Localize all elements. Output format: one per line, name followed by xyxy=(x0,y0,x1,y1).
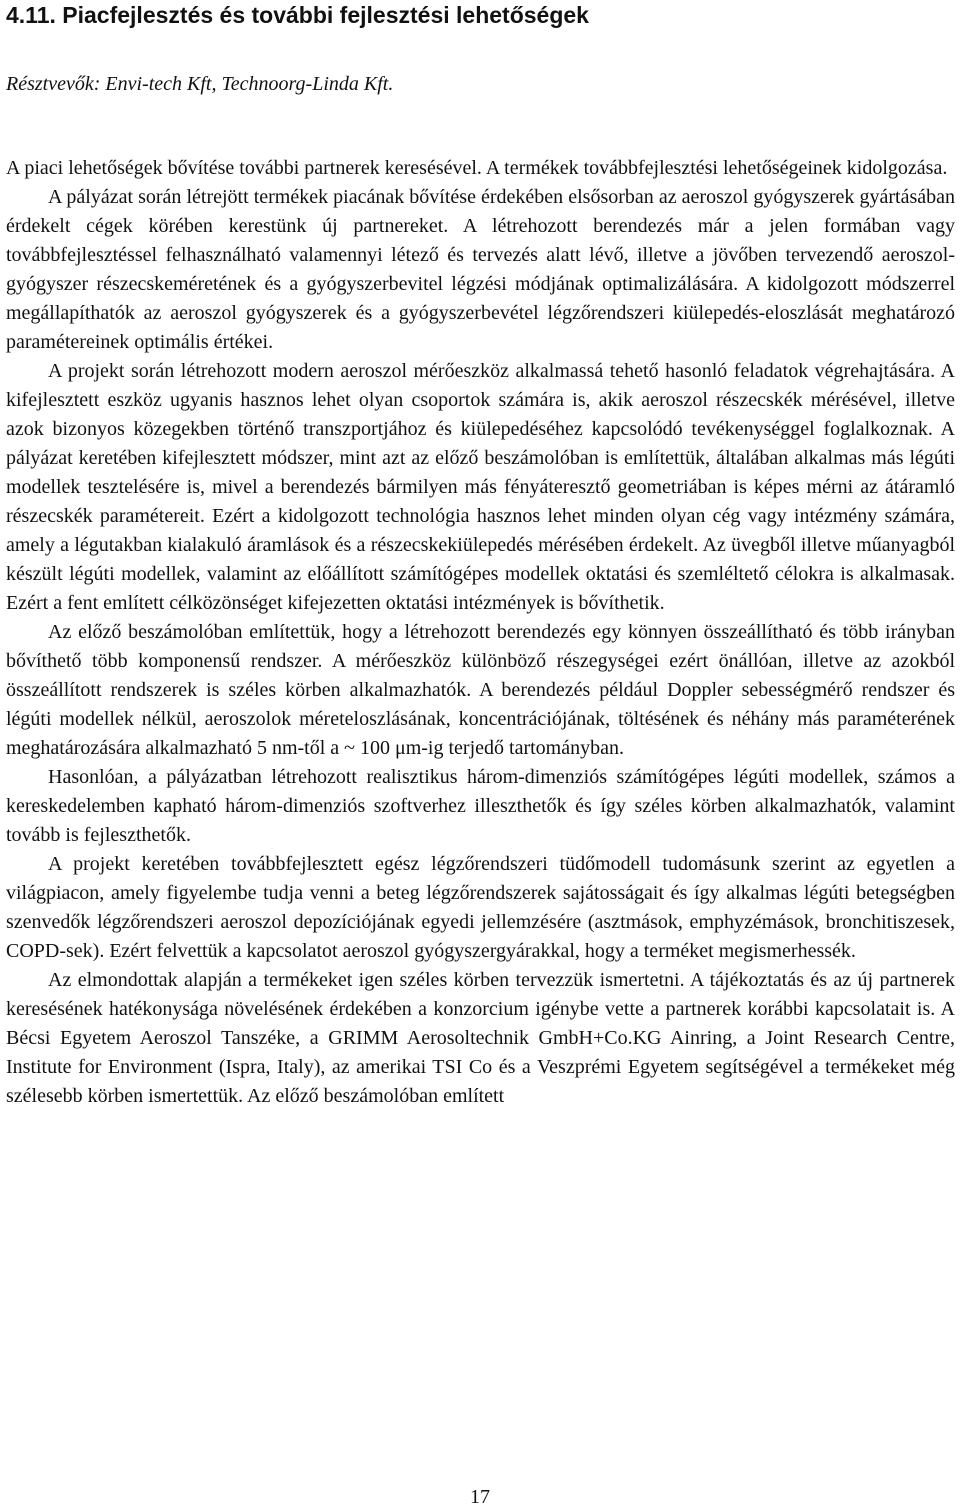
participants-line: Résztvevők: Envi-tech Kft, Technoorg-Linda Kft. xyxy=(6,73,394,95)
paragraph: A projekt keretében továbbfejlesztett egész légzőrendszeri tüdőmodell tudomásunk szerint az egyetlen a világpiacon, amely figyelembe tudja venni a beteg légzőrendszerek sajátosságait és így alkalmas légúti betegségben szenvedők légzőrendszeri aeroszol depozíciójának egyedi jellemzésére (asztmások, emphyzémások, bronchitiszesek, COPD-sek). Ezért felvettük a kapcsolatot aeroszol gyógyszergyárakkal, hogy a terméket megismerhessék. xyxy=(6,853,955,962)
paragraph: Az előző beszámolóban említettük, hogy a létrehozott berendezés egy könnyen összeállítható és több irányban bővíthető több komponensű rendszer. A mérőeszköz különböző részegységei ezért önállóan, illetve az azokból összeállított rendszerek is széles körben alkalmazhatók. A berendezés például Doppler sebességmérő rendszer és légúti modellek nélkül, aeroszolok méreteloszlásának, koncentrációjának, töltésének és néhány más paraméterének meghatározására alkalmazható 5 nm-től a ~ 100 μm-ig terjedő tartományban. xyxy=(6,621,955,759)
paragraph: Hasonlóan, a pályázatban létrehozott realisztikus három-dimenziós számítógépes légúti modellek, számos a kereskedelemben kapható három-dimenziós szoftverhez illeszthetők és így széles körben alkalmazhatók, valamint tovább is fejleszthetők. xyxy=(6,766,955,846)
paragraph-intro: A piaci lehetőségek bővítése további partnerek keresésével. A termékek továbbfejlesztési lehetőségeinek kidolgozása. xyxy=(6,157,948,179)
paragraph: Az elmondottak alapján a termékeket igen széles körben tervezzük ismertetni. A tájékoztatás és az új partnerek keresésének hatékonysága növelésének érdekében a konzorcium igénybe vette a partnerek korábbi kapcsolatait is. A Bécsi Egyetem Aeroszol Tanszéke, a GRIMM Aerosoltechnik GmbH+Co.KG Ainring, a Joint Research Centre, Institute for Environment (Ispra, Italy), az amerikai TSI Co és a Veszprémi Egyetem segítségével a termékeket még szélesebb körben ismertettük. Az előző beszámolóban említett xyxy=(6,969,955,1107)
section-heading: 4.11. Piacfejlesztés és további fejlesztési lehetőségek xyxy=(6,2,589,28)
page-number: 17 xyxy=(470,1486,490,1508)
paragraph: A pályázat során létrejött termékek piacának bővítése érdekében elsősorban az aeroszol gyógyszerek gyártásában érdekelt cégek körében kerestünk új partnereket. A létrehozott berendezés már a jelen formában vagy továbbfejlesztéssel felhasználható valamennyi létező és tervezés alatt lévő, illetve a jövőben tervezendő aeroszol-gyógyszer részecskeméretének és a gyógyszerbevitel légzési módjának optimalizálására. A kidolgozott módszerrel megállapíthatók az aeroszol gyógyszerek és a gyógyszerbevétel légzőrendszeri kiülepedés-eloszlását meghatározó paramétereinek optimális értékei. xyxy=(6,186,955,353)
body-text xyxy=(6,154,955,1111)
paragraph: A projekt során létrehozott modern aeroszol mérőeszköz alkalmassá tehető hasonló feladatok végrehajtására. A kifejlesztett eszköz ugyanis hasznos lehet olyan csoportok számára is, akik aeroszol részecskék mérésével, illetve azok bizonyos közegekben történő transzportjához és kiülepedéséhez kapcsolódó tevékenységgel foglalkoznak. A pályázat keretében kifejlesztett módszer, mint azt az előző beszámolóban is említettük, általában alkalmas más légúti modellek tesztelésére is, mivel a berendezés bármilyen más fényáteresztő geometriában is képes mérni az átáramló részecskék paramétereit. Ezért a kidolgozott technológia hasznos lehet minden olyan cég vagy intézmény számára, amely a légutakban kialakuló áramlások és a részecskekiülepedés mérésében érdekelt. Az üvegből illetve műanyagból készült légúti modellek, valamint az előállított számítógépes modellek oktatási és szemléltető célokra is alkalmasak. Ezért a fent említett célközönséget kifejezetten oktatási intézmények is bővíthetik. xyxy=(6,360,955,614)
